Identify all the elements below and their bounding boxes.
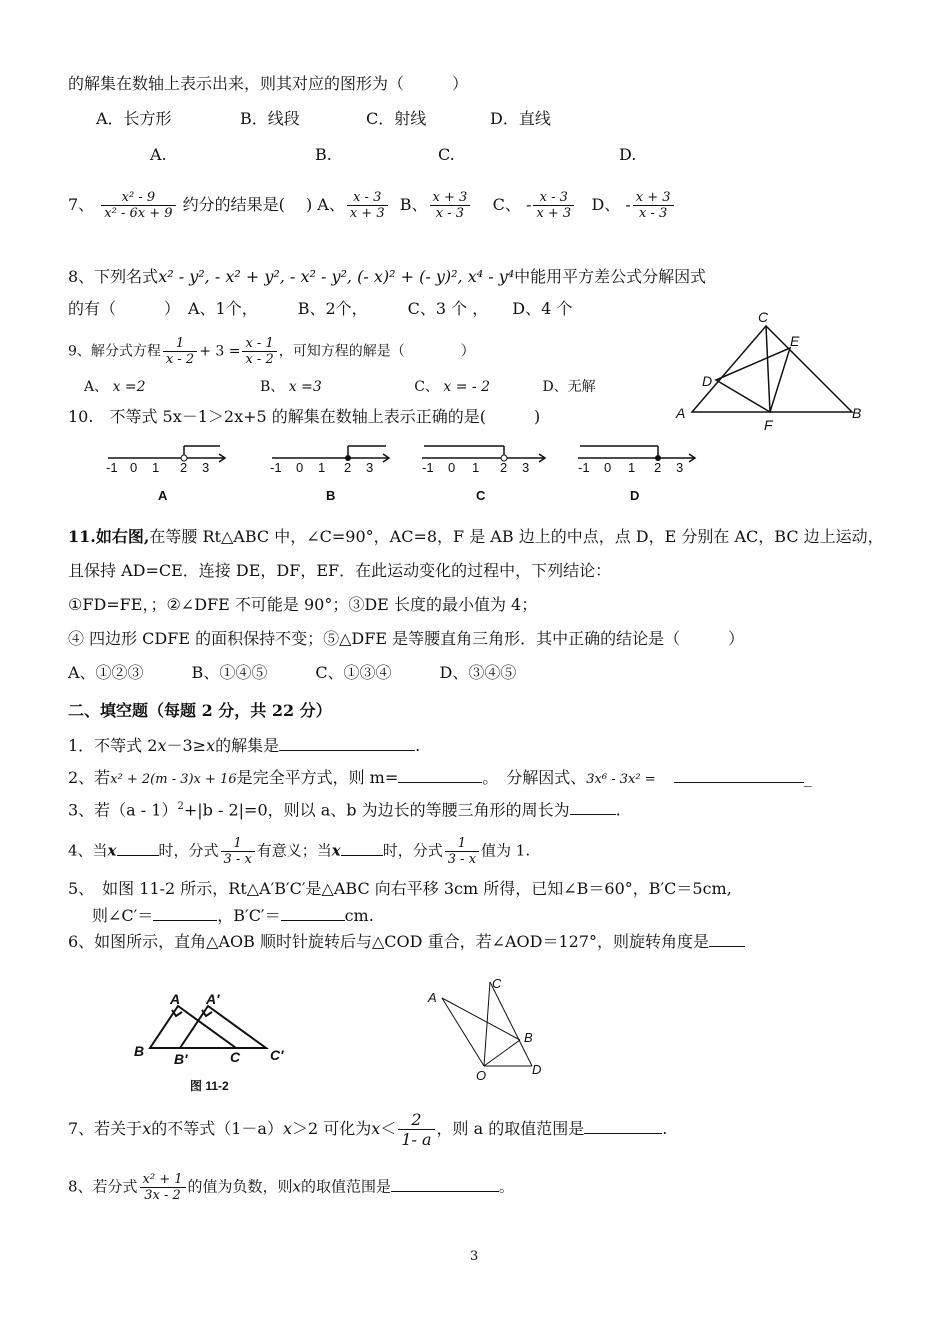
svg-text:C: C [230,1049,241,1065]
q6-stem: 的解集在数轴上表示出来，则其对应的图形为（ ） [68,74,469,93]
label-d: D [702,373,713,389]
q7-option-b: $\frac{x + 3}{x - 3}$ [430,190,471,221]
svg-text:B: B [524,1030,533,1045]
svg-text:C: C [476,488,486,503]
svg-text:0: 0 [604,460,612,475]
q7-option-c: $\frac{x - 3}{x + 3}$ [533,190,574,221]
svg-text:D: D [532,1062,542,1077]
svg-text:1: 1 [318,460,326,475]
q9-options: A、 x =2 B、 x =3 C、 x = - 2 D、无解 [84,379,596,395]
svg-text:2: 2 [344,460,352,475]
q9-line: 9、解分式方程 $\frac{1}{x - 2}$ + 3 = $\frac{x - 1}{x - 2}$ ，可知方程的解是（ ） [68,336,475,367]
svg-text:0: 0 [448,460,456,475]
q10-stem: 10. 不等式 5x－1＞2x+5 的解集在数轴上表示正确的是( ) [68,407,541,426]
svg-text:A: A [170,991,181,1007]
svg-text:B: B [326,488,336,503]
svg-text:3: 3 [202,460,210,475]
q11-line3: ①FD=FE，；②∠DFE 不可能是 90°；③DE 长度的最小值为 4； [68,595,538,614]
svg-text:1: 1 [472,460,480,475]
fill1-blank [279,734,415,751]
q8-line2: 的有（ ） A、1个， B、2个， C、3 个 ， D、4 个 [68,299,573,318]
svg-text:1: 1 [152,460,160,475]
page-number: 3 [470,1249,479,1264]
q10-number-lines [100,438,700,506]
fill2-blank-factor [674,766,804,783]
svg-text:0: 0 [130,460,138,475]
q11-line2: 且保持 AD=CE．连接 DE，DF，EF．在此运动变化的过程中，下列结论： [68,561,612,580]
svg-text:C: C [492,976,502,991]
q7-option-a: $\frac{x - 3}{x + 3}$ [347,190,388,221]
fill6: 6、如图所示，直角△AOB 顺时针旋转后与△COD 重合，若∠AOD＝127°，则旋转角度是 [68,930,745,953]
q8-line1: 8、下列名式x² - y², - x² + y², - x² - y², (- x)² + (- y)², x⁴ - y⁴中能用平方差公式分解因式 [68,267,707,286]
fill8: 8、若分式 $\frac{\text{x² + 1}}{3x - 2}$ 的值为负数，则x的取值范围是 。 [68,1172,515,1203]
q11-line4: ④ 四边形 CDFE 的面积保持不变；⑤△DFE 是等腰直角三角形．其中正确的结论是（ ） [68,629,745,648]
svg-text:0: 0 [296,460,304,475]
q11-options: A、①②③ B、①④⑤ C、①③④ D、③④⑤ [68,663,517,682]
q6-option-b: B．线段 [240,109,300,128]
q6-figure-b-label: B. [315,145,332,164]
fill2-blank-m [398,766,482,783]
svg-text:C′: C′ [270,1047,284,1063]
label-f: F [764,417,773,433]
q7-number: 7、 [68,195,95,214]
svg-text:2: 2 [500,460,508,475]
svg-text:B: B [134,1043,145,1059]
q6-figure-a-label: A. [150,145,167,164]
q6-option-d: D．直线 [490,109,551,128]
figure-11-2 [130,990,310,1094]
fill3: 3、若（a - 1）$^2$+|b - 2|=0，则以 a、b 为边长的等腰三角形的周长为 . [68,800,621,820]
fill4: 4、当x 时，分式 $\frac{1}{3 - x}$ 有意义；当x 时，分式 $\frac{1}{3 - x}$ 值为 1. [68,836,531,867]
q7-line: 7、 $\frac{\text{x² - 9}}{\text{x² - 6x + 9}}$ 约分的结果是( ) A、 $\frac{x - 3}{x + 3}$ B、 $\frac{x + 3}{x - 3}$ C、 - $\frac{x - 3}{x + 3}$ D、 - $\frac{x + 3}{x - 3}$ [68,190,676,221]
svg-text:B′: B′ [174,1051,188,1067]
q6-option-a: A．长方形 [96,109,172,128]
rotation-figure [424,974,554,1084]
fill1: 1．不等式 2x－3≥x的解集是 . [68,736,421,755]
q6-figure-c-label: C. [438,145,455,164]
triangle-abc-figure [670,308,870,436]
svg-text:1: 1 [628,460,636,475]
fill5-line1: 5、 如图 11-2 所示，Rt△A′B′C′是△ABC 向右平移 3cm 所得，已知∠B＝60°，B′C＝5cm, [68,879,732,898]
q8-expressions: x² - y², - x² + y², - x² - y², (- x)² + (- y)², x⁴ - y⁴ [158,267,515,286]
svg-text:A′: A′ [206,991,220,1007]
svg-text:A: A [158,488,168,503]
svg-text:-1: -1 [422,460,434,475]
svg-text:A: A [428,990,437,1005]
label-b: B [852,405,862,421]
q6-figure-d-label: D. [619,145,637,164]
svg-text:-1: -1 [106,460,118,475]
svg-text:-1: -1 [578,460,590,475]
svg-text:2: 2 [180,460,188,475]
svg-text:2: 2 [654,460,662,475]
svg-text:D: D [630,488,640,503]
fill3-blank [570,798,616,815]
section2-title: 二、填空题（每题 2 分，共 22 分） [68,701,332,720]
figure-caption: 图 11-2 [190,1079,229,1093]
q11-line1: 11.如右图,在等腰 Rt△ABC 中，∠C=90°，AC=8，F 是 AB 边上的中点，点 D，E 分别在 AC，BC 边上运动， [68,527,884,546]
svg-text:3: 3 [676,460,684,475]
fill5-line2: 则∠C′＝ ，B′C′＝ cm. [92,906,374,925]
q7-text: 约分的结果是( ) [182,195,313,214]
svg-text:O: O [476,1068,487,1083]
q6-option-c: C．射线 [366,109,427,128]
svg-text:-1: -1 [270,460,282,475]
q7-fraction: $\frac{\text{x² - 9}}{\text{x² - 6x + 9}}$ [101,190,175,221]
svg-text:3: 3 [522,460,530,475]
fill2: 2、若x² + 2(m - 3)x + 16是完全平方式，则 m= 。 分解因式、3x⁶ - 3x² = _ [68,768,812,787]
fill7: 7、若关于x的不等式（1－a）x＞2 可化为x＜ $\frac{2}{1- a}$ ，则 a 的取值范围是 . [68,1110,668,1149]
label-e: E [790,333,800,349]
q7-option-d: $\frac{x + 3}{x - 3}$ [633,190,674,221]
label-c: C [758,309,769,325]
label-a: A [676,405,686,421]
svg-text:3: 3 [366,460,374,475]
